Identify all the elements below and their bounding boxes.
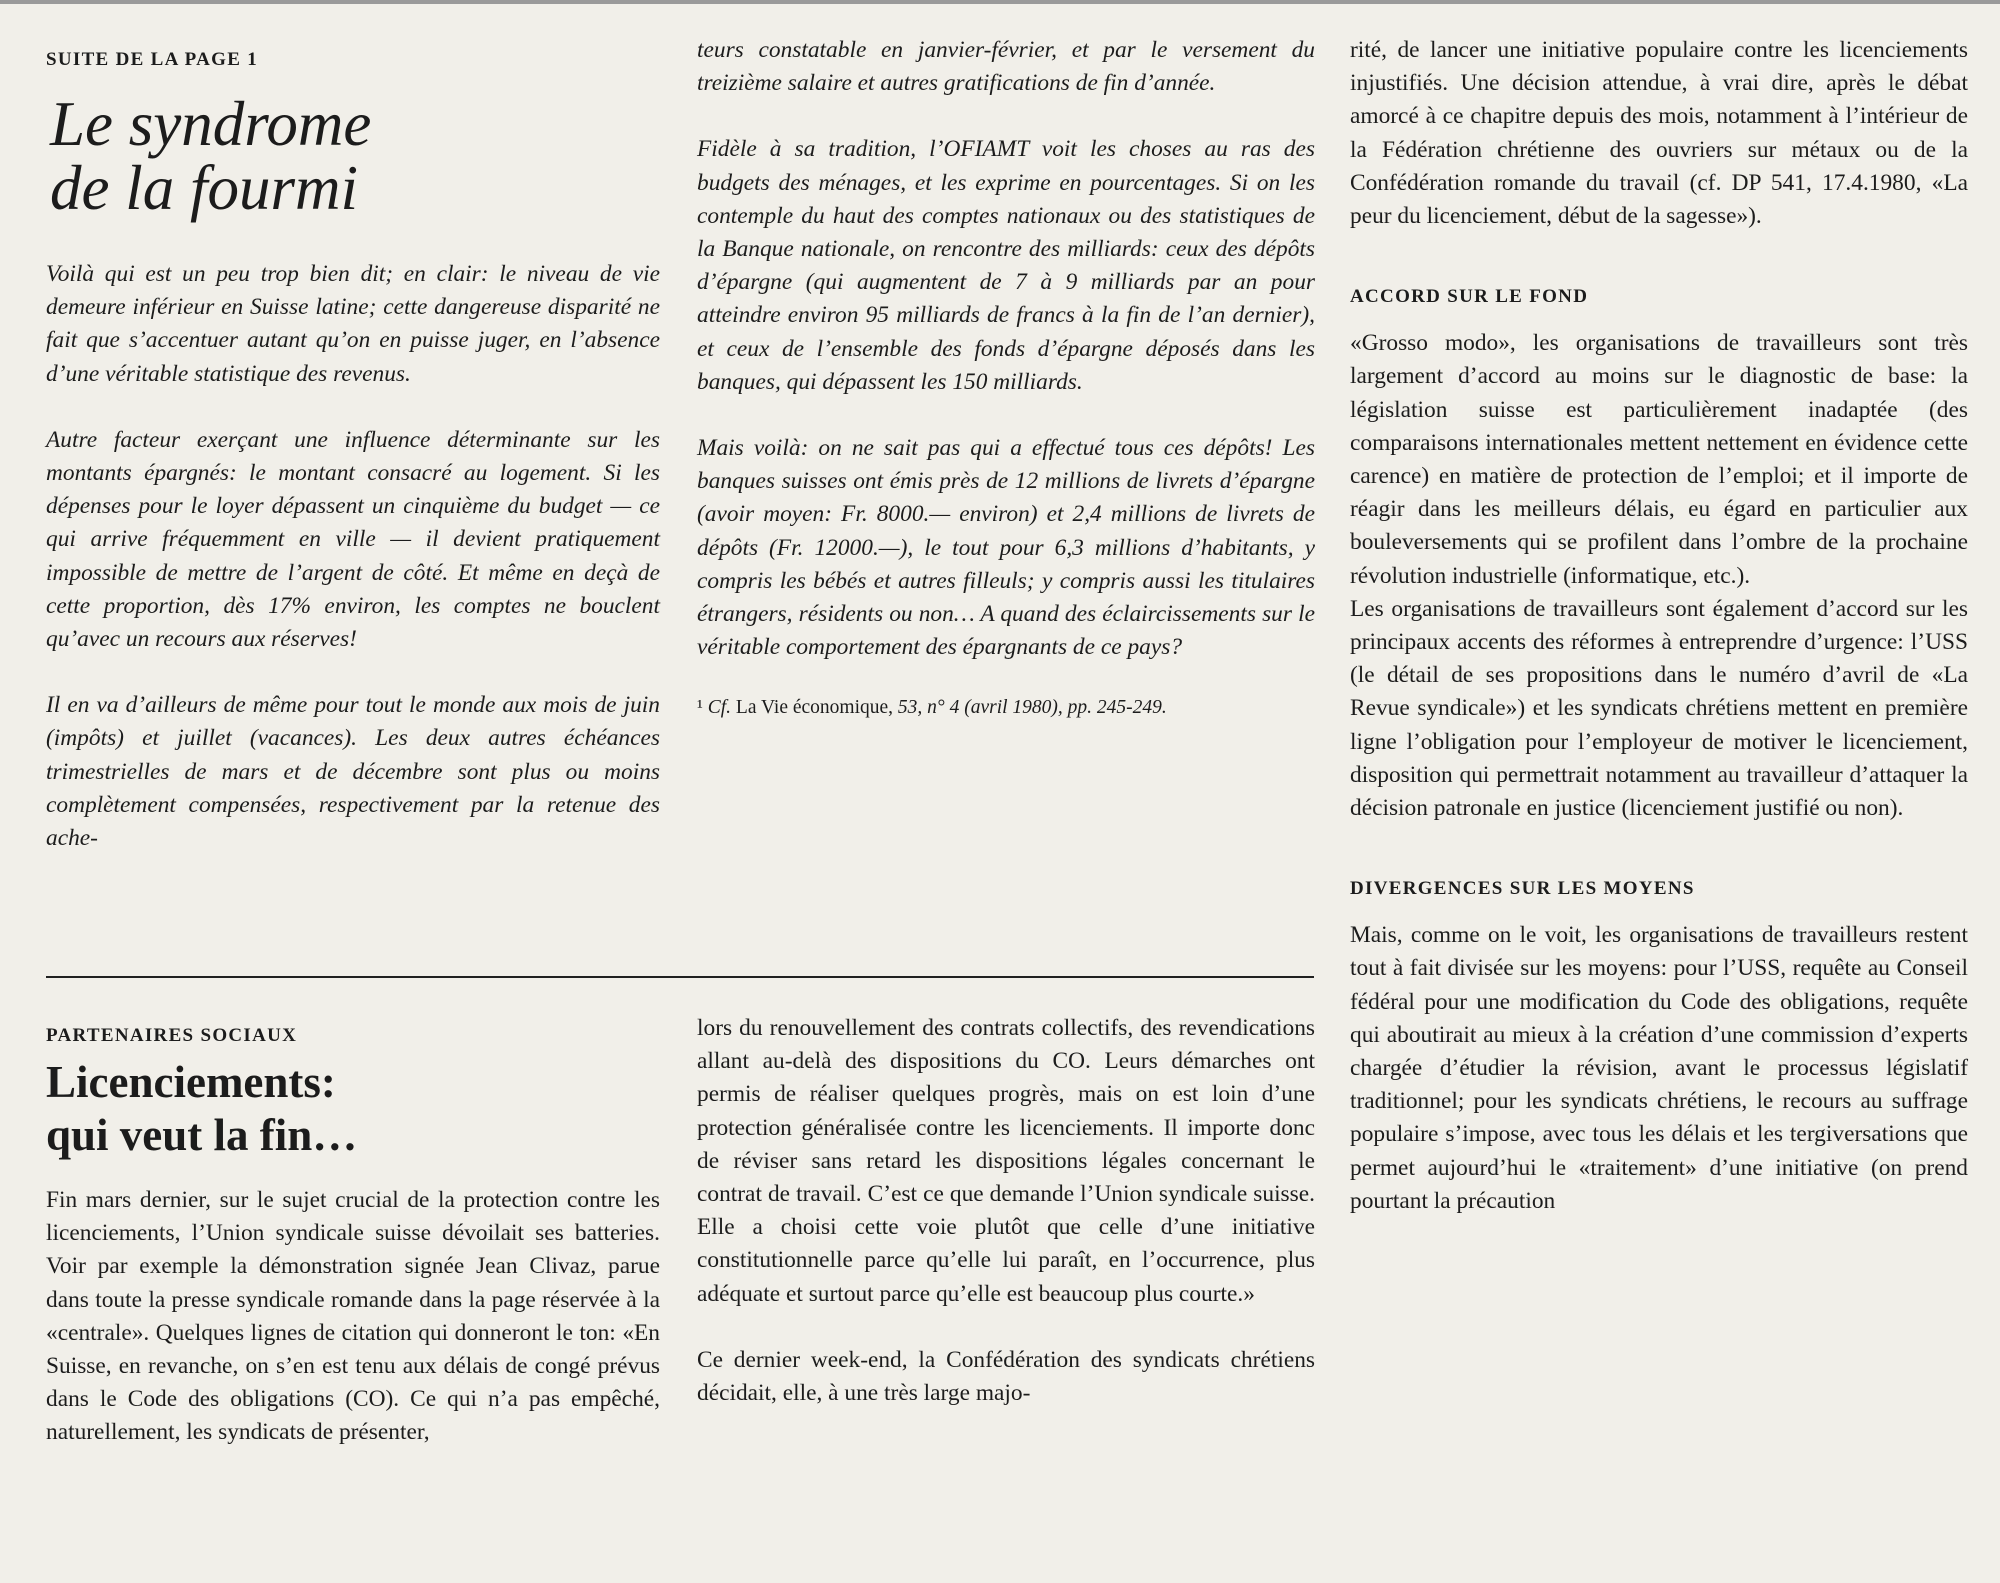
article2-kicker: PARTENAIRES SOCIAUX: [46, 1025, 298, 1046]
section-divider: [46, 976, 1314, 978]
paragraph: «Grosso modo», les organisations de travailleurs sont très largement d’accord au moins sur le diagnostic de base: la législation suisse est particulièrement inadaptée (des comparaisons internationales mettent nettement en évidence cette carence) en matière de protection de l’emploi; et il importe de réagir dans les meilleurs délais, eu égard en particulier aux bouleversements qui se profilent dans l’ombre de la prochaine révolution industrielle (informatique, etc.).: [1350, 330, 1968, 589]
paragraph: Fin mars dernier, sur le sujet crucial de la protection contre les licenciements, l’Union syndicale suisse dévoilait ses batteries. Voir par exemple la démonstration signée Jean Clivaz, parue dans toute la presse syndicale romande dans la page réservée à la «centrale». Quelques lignes de citation qui donneront le ton: «En Suisse, en revanche, on s’en est tenu aux délais de congé prévus dans le Code des obligations (CO). Ce qui n’a pas empêché, naturellement, les syndicats de présenter,: [46, 1187, 660, 1446]
section-heading-accord: ACCORD SUR LE FOND: [1350, 286, 1589, 308]
paragraph: Mais voilà: on ne sait pas qui a effectué tous ces dépôts! Les banques suisses ont émis près de 12 millions de livrets d’épargne (avoir moyen: Fr. 8000.— environ) et 2,4 millions de livrets de dépôts (Fr. 12000.—), le tout pour 6,3 millions d’habitants, y compris les bébés et autres filleuls; y compris aussi les titulaires étrangers, résidents ou non… A quand des éclaircissements sur le véritable comportement des épargnants de ce pays?: [697, 435, 1315, 661]
paragraph: Mais, comme on le voit, les organisations de travailleurs restent tout à fait divisée sur les moyens: pour l’USS, requête au Conseil fédéral pour une modification du Code des obligations, requête qui aboutirait au mieux à la création d’une commission d’experts chargée d’étudier la révision, avant le processus législatif traditionnel; pour les syndicats chrétiens, le recours au suffrage populaire s’impose, avec tous les délais et les tergiversations que permet aujourd’hui le «traitement» d’une initiative (on prend pourtant la précaution: [1350, 922, 1968, 1214]
article2-title: [46, 1056, 660, 1162]
article2-title-line2: qui veut la fin…: [46, 1110, 358, 1160]
footnote: [697, 694, 1315, 722]
top-border: [0, 0, 2000, 4]
footnote-mark: ¹: [697, 697, 703, 719]
paragraph: Fidèle à sa tradition, l’OFIAMT voit les choses au ras des budgets des ménages, et les exprime en pourcentages. Si on les contemple du haut des comptes nationaux ou des statistiques de la Banque nationale, on rencontre des milliards: ceux des dépôts d’épargne (qui augmentent de 7 à 9 milliards par an pour atteindre environ 95 milliards de francs à la fin de l’an dernier), et ceux de l’ensemble des fonds d’épargne déposés dans les banques, qui dépassent les 150 milliards.: [697, 136, 1315, 395]
article1-title: [50, 89, 660, 223]
article2-title-line1: Licenciements:: [46, 1057, 336, 1107]
section-heading-divergences: DIVERGENCES SUR LES MOYENS: [1350, 878, 1695, 900]
article2-column3: [1350, 34, 1968, 1218]
paragraph: Voilà qui est un peu trop bien dit; en clair: le niveau de vie demeure inférieur en Suisse latine; cette dangereuse disparité ne fait que s’accentuer autant qu’on en puisse juger, en l’absence d’une véritable statistique des revenus.: [46, 261, 660, 387]
paragraph: Ce dernier week-end, la Confédération des syndicats chrétiens décidait, elle, à une très large majo-: [697, 1346, 1315, 1407]
footnote-cf: Cf.: [707, 697, 732, 719]
article1-kicker: SUITE DE LA PAGE 1: [46, 49, 259, 70]
article1-column2: [697, 34, 1315, 722]
paragraph: teurs constatable en janvier-février, et par le versement du treizième salaire et autres gratifications de fin d’année.: [697, 37, 1315, 97]
article1-title-line1: Le syndrome: [50, 89, 372, 159]
article2-column1: [46, 1012, 660, 1450]
footnote-source: La Vie économique,: [735, 697, 894, 719]
article2-column2: [697, 1012, 1315, 1410]
paragraph: Il en va d’ailleurs de même pour tout le monde aux mois de juin (impôts) et juillet (vacances). Les deux autres échéances trimestrielles de mars et de décembre sont plus ou moins complètement compensées, respectivement par la retenue des ache-: [46, 692, 660, 852]
article1-title-line2: de la fourmi: [50, 153, 358, 223]
paragraph: lors du renouvellement des contrats collectifs, des revendications allant au-delà des dispositions du CO. Leurs démarches ont permis de réaliser quelques progrès, mais on est loin d’une protection généralisée contre les licenciements. Il importe donc de réviser sans retard les dispositions légales concernant le contrat de travail. C’est ce que demande l’Union syndicale suisse. Elle a choisi cette voie plutôt que celle d’une initiative constitutionnelle parce qu’elle lui paraît, en l’occurrence, plus adéquate et surtout parce qu’elle est beaucoup plus courte.»: [697, 1015, 1315, 1307]
paragraph: Les organisations de travailleurs sont également d’accord sur les principaux accents des réformes à entreprendre d’urgence: l’USS (le détail de ses propositions dans le numéro d’avril de «La Revue syndicale») et les syndicats chrétiens mettent en première ligne l’obligation pour l’employeur de motiver le licenciement, disposition qui permettrait notamment au travailleur d’attaquer la décision patronale en justice (licenciement justifié ou non).: [1350, 595, 1968, 822]
paragraph: rité, de lancer une initiative populaire contre les licenciements injustifiés. Une décision attendue, à vrai dire, après le débat amorcé à ce chapitre depuis des mois, notamment à l’intérieur de la Fédération chrétienne des ouvriers sur métaux ou de la Confédération romande du travail (cf. DP 541, 17.4.1980, «La peur du licenciement, début de la sagesse»).: [1350, 37, 1968, 230]
footnote-rest: 53, n° 4 (avril 1980), pp. 245-249.: [897, 697, 1167, 719]
paragraph: Autre facteur exerçant une influence déterminante sur les montants épargnés: le montant consacré au logement. Si les dépenses pour le loyer dépassent un cinquième du budget — ce qui arrive fréquemment en ville — il devient pratiquement impossible de mettre de l’argent de côté. Et même en deçà de cette proportion, dès 17% environ, les comptes ne bouclent qu’avec un recours aux réserves!: [46, 426, 660, 653]
article1-column1: [46, 34, 660, 855]
